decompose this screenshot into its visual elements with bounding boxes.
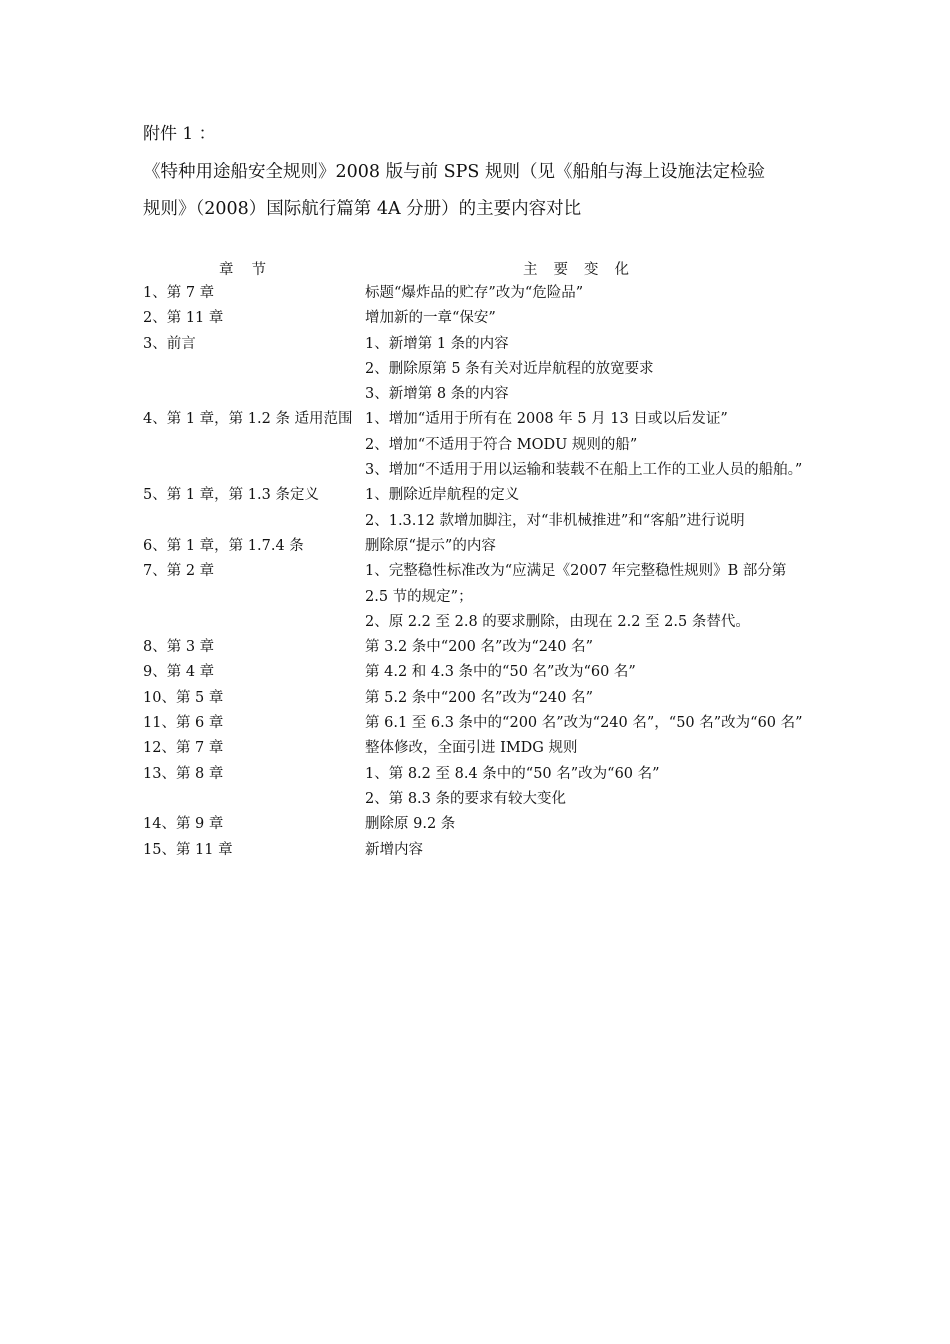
chapter-cell: 4、第 1 章，第 1.2 条 适用范围 <box>143 411 353 428</box>
chapter-cell: 8、第 3 章 <box>143 639 215 656</box>
table-row <box>143 660 803 685</box>
table-row <box>143 635 803 660</box>
change-item: 3、新增第 8 条的内容 <box>365 386 509 403</box>
chapter-cell: 9、第 4 章 <box>143 664 215 681</box>
table-row <box>143 306 803 331</box>
table-row <box>143 534 803 559</box>
change-item: 1、第 8.2 至 8.4 条中的“50 名”改为“60 名” <box>365 765 660 782</box>
change-cell <box>365 281 803 306</box>
change-item: 1、删除近岸航程的定义 <box>365 487 520 504</box>
change-cell <box>365 711 803 736</box>
table-row <box>143 281 803 306</box>
attachment-label: 附件 1 ： <box>143 124 216 144</box>
change-cell <box>365 838 803 863</box>
change-cell <box>365 736 803 761</box>
change-cell <box>365 812 803 837</box>
change-cell <box>365 635 803 660</box>
table-row <box>143 407 803 483</box>
change-item: 第 6.1 至 6.3 条中的“200 名”改为“240 名”，“50 名”改为“60 名” <box>365 715 803 732</box>
chapter-cell: 14、第 9 章 <box>143 816 224 833</box>
chapter-cell: 10、第 5 章 <box>143 689 224 706</box>
chapter-cell: 7、第 2 章 <box>143 563 215 580</box>
change-item: 删除原 9.2 条 <box>365 816 456 833</box>
change-item: 1、增加“适用于所有在 2008 年 5 月 13 日或以后发证” <box>365 411 728 428</box>
table-row <box>143 686 803 711</box>
table-row <box>143 711 803 736</box>
change-item: 增加新的一章“保安” <box>365 310 496 327</box>
table-row <box>143 762 803 813</box>
change-cell <box>365 332 803 408</box>
change-item: 第 3.2 条中“200 名”改为“240 名” <box>365 639 593 656</box>
change-item: 1、新增第 1 条的内容 <box>365 335 509 352</box>
change-item: 2、1.3.12 款增加脚注，对“非机械推进”和“客船”进行说明 <box>365 512 745 529</box>
header-change: 主要变化 <box>523 261 645 278</box>
chapter-cell: 2、第 11 章 <box>143 310 224 327</box>
chapter-cell: 3、前言 <box>143 335 196 352</box>
title-line-1: 《特种用途船安全规则》2008 版与前 SPS 规则（见《船舶与海上设施法定检验 <box>143 162 765 182</box>
table-body <box>143 281 803 863</box>
change-item: 2、第 8.3 条的要求有较大变化 <box>365 790 567 807</box>
chapter-cell: 11、第 6 章 <box>143 715 224 732</box>
change-cell <box>365 559 803 635</box>
table-row <box>143 838 803 863</box>
chapter-cell: 15、第 11 章 <box>143 841 233 858</box>
comparison-table <box>143 255 803 863</box>
document-title <box>143 154 813 228</box>
change-item: 第 4.2 和 4.3 条中的“50 名”改为“60 名” <box>365 664 636 681</box>
chapter-cell: 1、第 7 章 <box>143 285 215 301</box>
change-cell <box>365 762 803 813</box>
table-row <box>143 736 803 761</box>
table-row <box>143 812 803 837</box>
header-chapter: 章节 <box>219 261 284 278</box>
change-item: 1、完整稳性标准改为“应满足《2007 年完整稳性规则》B 部分第 2.5 节的规定”； <box>365 563 787 605</box>
change-item: 新增内容 <box>365 841 423 858</box>
change-item: 整体修改，全面引进 IMDG 规则 <box>365 740 578 757</box>
change-cell <box>365 686 803 711</box>
change-cell <box>365 534 803 559</box>
chapter-cell: 5、第 1 章，第 1.3 条定义 <box>143 487 319 504</box>
change-cell <box>365 407 803 483</box>
change-item: 2、原 2.2 至 2.8 的要求删除，由现在 2.2 至 2.5 条替代。 <box>365 613 750 630</box>
table-row <box>143 483 803 534</box>
chapter-cell: 13、第 8 章 <box>143 765 224 782</box>
change-item: 第 5.2 条中“200 名”改为“240 名” <box>365 689 593 706</box>
table-row <box>143 559 803 635</box>
title-line-2: 规则》（2008）国际航行篇第 4A 分册）的主要内容对比 <box>143 199 582 219</box>
table-row <box>143 332 803 408</box>
change-cell <box>365 660 803 685</box>
chapter-cell: 12、第 7 章 <box>143 740 224 757</box>
chapter-cell: 6、第 1 章，第 1.7.4 条 <box>143 537 304 554</box>
change-item: 2、删除原第 5 条有关对近岸航程的放宽要求 <box>365 360 654 377</box>
change-item: 标题“爆炸品的贮存”改为“危险品” <box>365 285 584 301</box>
change-cell <box>365 306 803 331</box>
change-item: 2、增加“不适用于符合 MODU 规则的船” <box>365 436 638 453</box>
change-item: 3、增加“不适用于用以运输和装载不在船上工作的工业人员的船舶。” <box>365 462 803 479</box>
change-item: 删除原“提示”的内容 <box>365 537 496 554</box>
table-header-row <box>143 255 803 281</box>
change-cell <box>365 483 803 534</box>
